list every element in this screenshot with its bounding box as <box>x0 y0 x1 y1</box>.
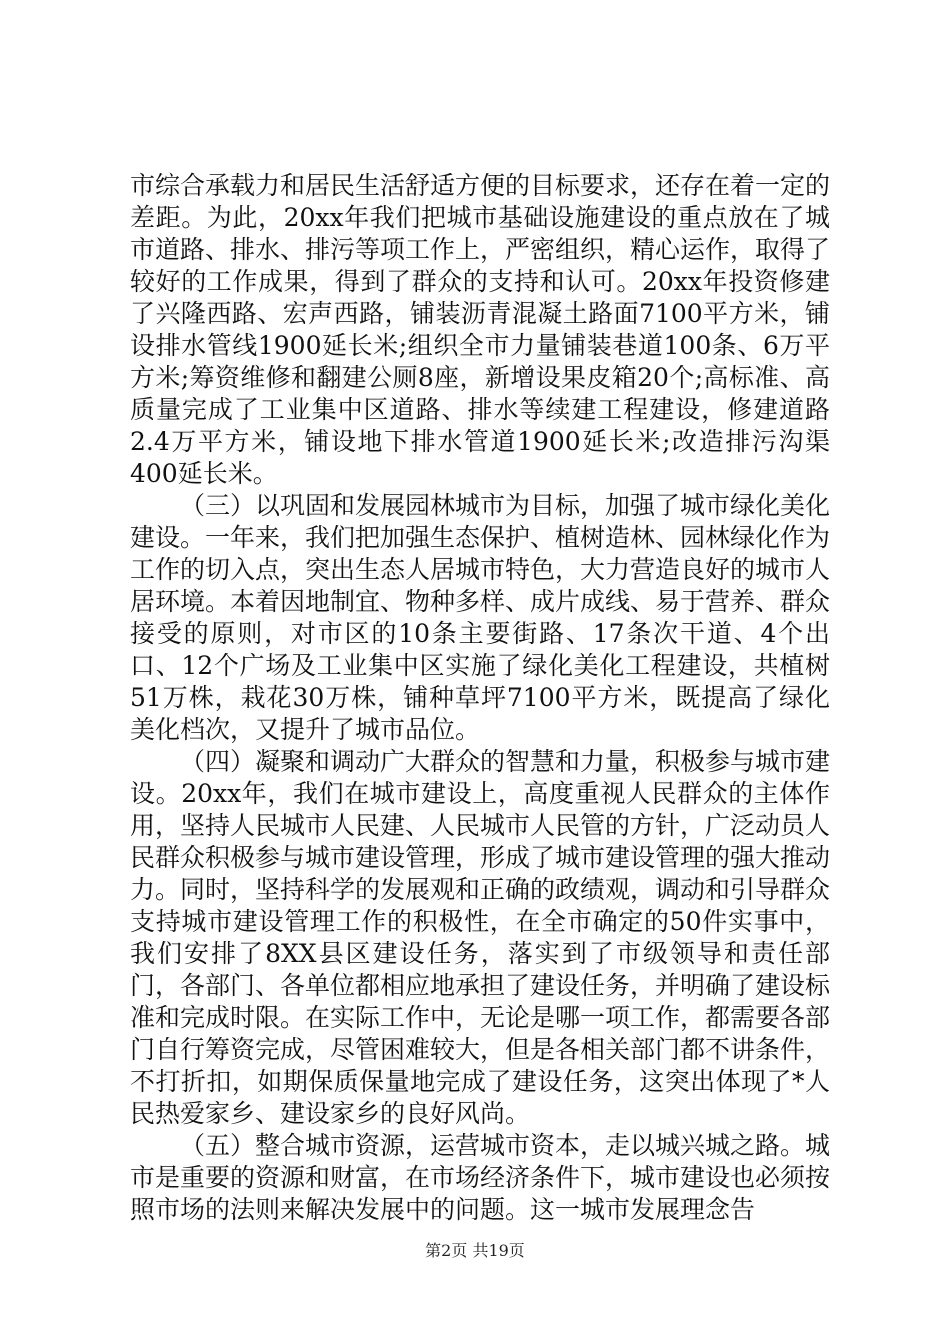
paragraph-section-5: （五）整合城市资源，运营城市资本，走以城兴城之路。城市是重要的资源和财富，在市场经济条件下，城市建设也必须按照市场的法则来解决发展中的问题。这一城市发展理念告 <box>130 1131 831 1224</box>
paragraph-section-3: （三）以巩固和发展园林城市为目标，加强了城市绿化美化建设。一年来，我们把加强生态保护、植树造林、园林绿化作为工作的切入点，突出生态人居城市特色，大力营造良好的城市人居环境。本着因地制宜、物种多样、成片成线、易于营养、群众接受的原则，对市区的10条主要街路、17条次干道、4个出口、12个广场及工业集中区实施了绿化美化工程建设，共植树51万株，栽花30万株，铺种草坪7100平方米，既提高了绿化美化档次，又提升了城市品位。 <box>130 491 831 744</box>
document-body <box>130 170 830 1226</box>
page-footer: 第2页 共19页 <box>425 1241 525 1260</box>
paragraph-continuation: 市综合承载力和居民生活舒适方便的目标要求，还存在着一定的差距。为此，20xx年我们把城市基础设施建设的重点放在了城市道路、排水、排污等项工作上，严密组织，精心运作，取得了较好的工作成果，得到了群众的支持和认可。20xx年投资修建了兴隆西路、宏声西路，铺装沥青混凝土路面7100平方米，铺设排水管线1900延长米;组织全市力量铺装巷道100条、6万平方米;筹资维修和翻建公厕8座，新增设果皮箱20个;高标准、高质量完成了工业集中区道路、排水等续建工程建设，修建道路2.4万平方米，铺设地下排水管道1900延长米;改造排污沟渠400延长米。 <box>130 171 831 488</box>
paragraph-section-4: （四）凝聚和调动广大群众的智慧和力量，积极参与城市建设。20xx年，我们在城市建设上，高度重视人民群众的主体作用，坚持人民城市人民建、人民城市人民管的方针，广泛动员人民群众积极参与城市建设管理，形成了城市建设管理的强大推动力。同时，坚持科学的发展观和正确的政绩观，调动和引导群众支持城市建设管理工作的积极性，在全市确定的50件实事中，我们安排了8XX县区建设任务，落实到了市级领导和责任部门，各部门、各单位都相应地承担了建设任务，并明确了建设标准和完成时限。在实际工作中，无论是哪一项工作，都需要各部门自行筹资完成，尽管困难较大，但是各相关部门都不讲条件，不打折扣，如期保质保量地完成了建设任务，这突出体现了*人民热爱家乡、建设家乡的良好风尚。 <box>130 747 831 1128</box>
